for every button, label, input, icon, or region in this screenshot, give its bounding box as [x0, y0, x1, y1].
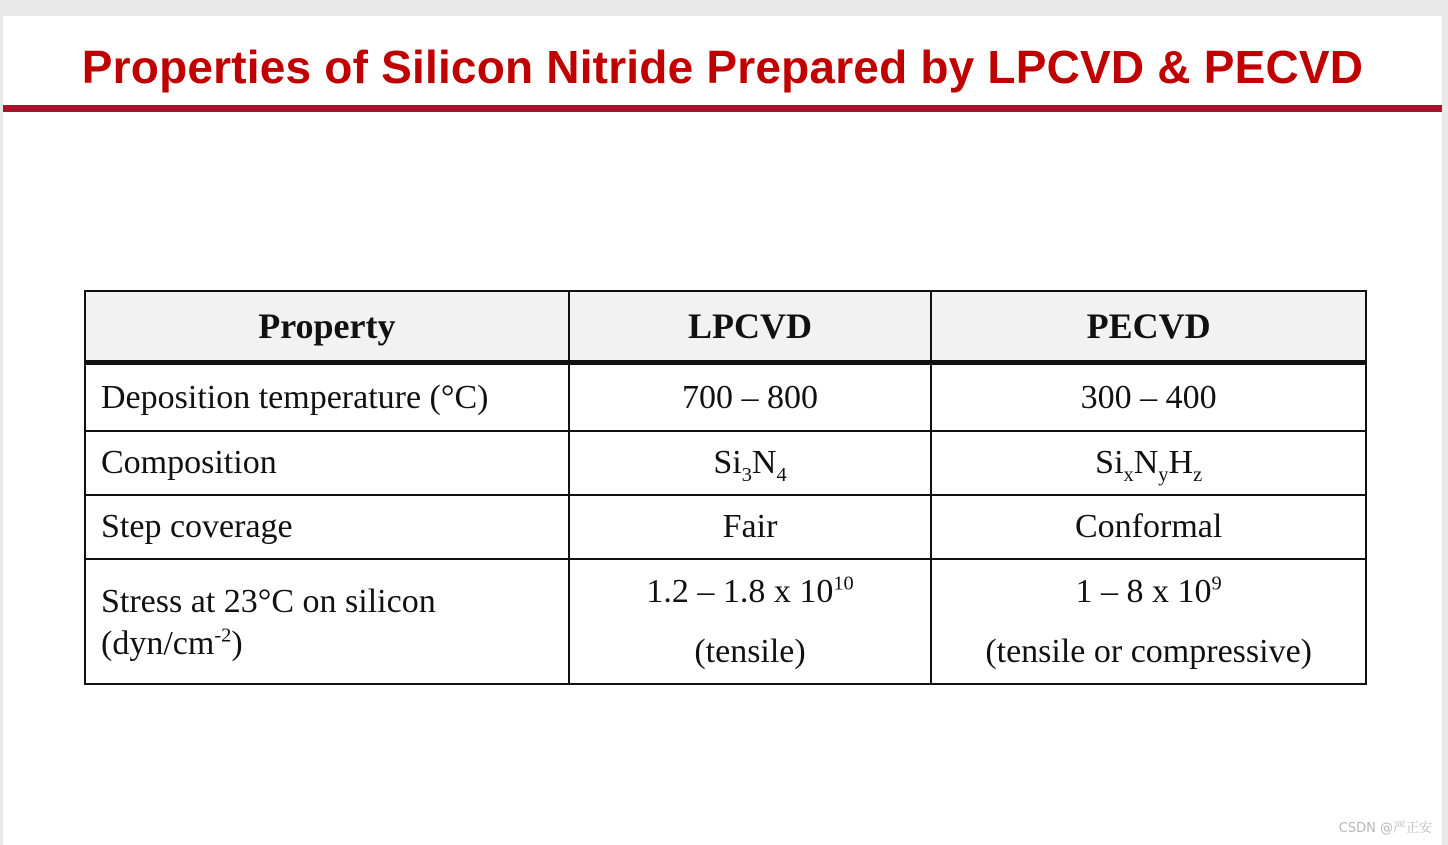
formula-part: N [1133, 444, 1159, 481]
formula-part: Si [713, 444, 742, 481]
stress-unit-base: (dyn/cm [101, 624, 215, 662]
stress-note: (tensile or compressive) [985, 632, 1312, 670]
stress-exponent: 10 [833, 572, 854, 595]
stress-unit-exponent: -2 [214, 624, 232, 647]
lpcvd-cell: Fair [569, 495, 932, 559]
stress-magnitude [570, 572, 931, 610]
formula-subscript: y [1158, 463, 1169, 486]
formula-part: H [1168, 444, 1194, 481]
stress-label-line1: Stress at 23°C on silicon [101, 582, 436, 620]
title-rule [3, 105, 1442, 112]
table-row [85, 559, 1366, 684]
lpcvd-composition [569, 431, 932, 495]
stress-base: 1.2 – 1.8 x 10 [646, 572, 834, 610]
table-header-row [85, 291, 1366, 363]
property-cell [85, 559, 569, 684]
header-property: Property [85, 291, 569, 363]
property-cell: Deposition temperature (°C) [85, 363, 569, 432]
formula-part: Si [1095, 444, 1124, 481]
formula-subscript: 4 [776, 463, 787, 486]
stress-note: (tensile) [694, 632, 806, 670]
header-pecvd: PECVD [931, 291, 1366, 363]
pecvd-cell: 300 – 400 [931, 363, 1366, 432]
table-row [85, 431, 1366, 495]
header-lpcvd: LPCVD [569, 291, 932, 363]
stress-label [101, 579, 568, 665]
formula-subscript: z [1193, 463, 1203, 486]
lpcvd-cell: 700 – 800 [569, 363, 932, 432]
stress-unit-close: ) [231, 624, 243, 662]
formula-part: N [751, 444, 777, 481]
table-row [85, 495, 1366, 559]
properties-table [84, 290, 1367, 685]
slide-title: Properties of Silicon Nitride Prepared by LPCVD & PECVD [81, 41, 1364, 93]
stress-value [932, 572, 1365, 670]
stress-base: 1 – 8 x 10 [1075, 572, 1212, 610]
pecvd-stress [931, 559, 1366, 684]
lpcvd-stress [569, 559, 932, 684]
property-cell: Step coverage [85, 495, 569, 559]
stress-magnitude [932, 572, 1365, 610]
stress-value [570, 572, 931, 670]
formula-subscript: 3 [741, 463, 752, 486]
table-row [85, 363, 1366, 432]
pecvd-composition [931, 431, 1366, 495]
formula-subscript: x [1123, 463, 1134, 486]
watermark: CSDN @严正安 [1338, 821, 1432, 836]
stress-exponent: 9 [1211, 572, 1222, 595]
pecvd-cell: Conformal [931, 495, 1366, 559]
property-cell: Composition [85, 431, 569, 495]
